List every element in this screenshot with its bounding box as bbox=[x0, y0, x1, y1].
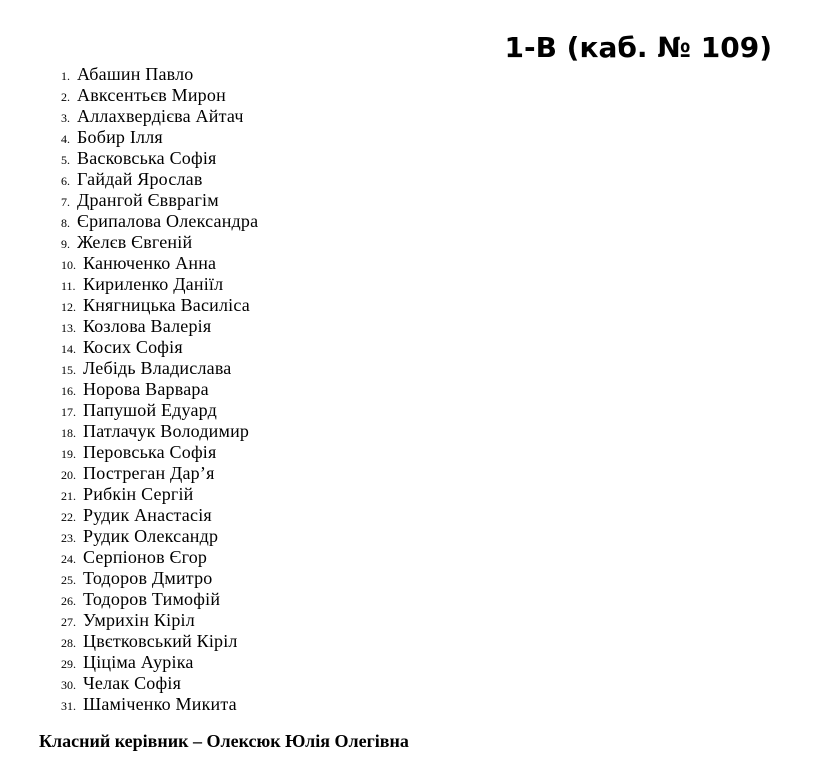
student-name: Лебідь Владислава bbox=[83, 358, 232, 378]
student-name: Постреган Дар’я bbox=[83, 463, 215, 483]
list-item bbox=[61, 400, 258, 421]
student-name: Челак Софія bbox=[83, 673, 182, 693]
item-number: 31. bbox=[61, 699, 76, 713]
student-name: Княгницька Василіса bbox=[83, 295, 250, 315]
student-name: Рудик Олександр bbox=[83, 526, 219, 546]
list-item bbox=[61, 463, 258, 484]
student-name: Норова Варвара bbox=[83, 379, 209, 399]
item-number: 9. bbox=[61, 237, 70, 251]
item-number: 26. bbox=[61, 594, 76, 608]
item-number: 4. bbox=[61, 132, 70, 146]
item-number: 23. bbox=[61, 531, 76, 545]
student-name: Перовська Софія bbox=[83, 442, 217, 462]
list-item bbox=[61, 64, 258, 85]
item-number: 17. bbox=[61, 405, 76, 419]
item-number: 24. bbox=[61, 552, 76, 566]
item-number: 7. bbox=[61, 195, 70, 209]
item-number: 20. bbox=[61, 468, 76, 482]
list-item bbox=[61, 232, 258, 253]
item-number: 1. bbox=[61, 69, 70, 83]
student-name: Рудик Анастасія bbox=[83, 505, 212, 525]
student-name: Ціціма Ауріка bbox=[83, 652, 194, 672]
page-title: 1-В (каб. № 109) bbox=[504, 31, 772, 64]
list-item bbox=[61, 127, 258, 148]
list-item bbox=[61, 85, 258, 106]
item-number: 6. bbox=[61, 174, 70, 188]
list-item bbox=[61, 421, 258, 442]
list-item bbox=[61, 652, 258, 673]
item-number: 18. bbox=[61, 426, 76, 440]
item-number: 3. bbox=[61, 111, 70, 125]
list-item bbox=[61, 631, 258, 652]
list-item bbox=[61, 589, 258, 610]
list-item bbox=[61, 547, 258, 568]
student-name: Шаміченко Микита bbox=[83, 694, 237, 714]
item-number: 29. bbox=[61, 657, 76, 671]
list-item bbox=[61, 106, 258, 127]
item-number: 2. bbox=[61, 90, 70, 104]
item-number: 30. bbox=[61, 678, 76, 692]
student-name: Тодоров Тимофій bbox=[83, 589, 221, 609]
item-number: 22. bbox=[61, 510, 76, 524]
student-name: Єрипалова Олександра bbox=[77, 211, 259, 231]
student-name: Серпіонов Єгор bbox=[83, 547, 208, 567]
list-item bbox=[61, 316, 258, 337]
student-name: Рибкін Сергій bbox=[83, 484, 194, 504]
student-name: Желєв Євгеній bbox=[77, 232, 193, 252]
list-item bbox=[61, 694, 258, 715]
item-number: 10. bbox=[61, 258, 76, 272]
student-name: Папушой Едуард bbox=[83, 400, 218, 420]
item-number: 14. bbox=[61, 342, 76, 356]
list-item bbox=[61, 211, 258, 232]
list-item bbox=[61, 568, 258, 589]
list-item bbox=[61, 148, 258, 169]
student-name: Козлова Валерія bbox=[83, 316, 212, 336]
list-item bbox=[61, 358, 258, 379]
list-item bbox=[61, 526, 258, 547]
item-number: 11. bbox=[61, 279, 76, 293]
item-number: 16. bbox=[61, 384, 76, 398]
student-name: Патлачук Володимир bbox=[83, 421, 250, 441]
list-item bbox=[61, 253, 258, 274]
student-name: Авксентьєв Мирон bbox=[77, 85, 226, 105]
student-name: Косих Софія bbox=[83, 337, 183, 357]
list-item bbox=[61, 337, 258, 358]
item-number: 27. bbox=[61, 615, 76, 629]
item-number: 28. bbox=[61, 636, 76, 650]
list-item bbox=[61, 379, 258, 400]
student-name: Кириленко Даніїл bbox=[83, 274, 224, 294]
student-name: Тодоров Дмитро bbox=[83, 568, 213, 588]
item-number: 12. bbox=[61, 300, 76, 314]
list-item bbox=[61, 169, 258, 190]
student-name: Канюченко Анна bbox=[83, 253, 217, 273]
item-number: 5. bbox=[61, 153, 70, 167]
item-number: 13. bbox=[61, 321, 76, 335]
student-name: Абашин Павло bbox=[77, 64, 194, 84]
list-item bbox=[61, 274, 258, 295]
item-number: 8. bbox=[61, 216, 70, 230]
student-name: Умрихін Кіріл bbox=[83, 610, 195, 630]
list-item bbox=[61, 295, 258, 316]
list-item bbox=[61, 505, 258, 526]
list-item bbox=[61, 190, 258, 211]
list-item bbox=[61, 673, 258, 694]
student-name: Бобир Ілля bbox=[77, 127, 163, 147]
student-name: Аллахвердієва Айтач bbox=[77, 106, 244, 126]
item-number: 21. bbox=[61, 489, 76, 503]
class-teacher-line: Класний керівник – Олексюк Юлія Олегівна bbox=[39, 731, 409, 751]
student-name: Васковська Софія bbox=[77, 148, 217, 168]
student-list bbox=[61, 64, 258, 715]
item-number: 15. bbox=[61, 363, 76, 377]
item-number: 25. bbox=[61, 573, 76, 587]
student-name: Дрангой Євврагім bbox=[77, 190, 219, 210]
list-item bbox=[61, 442, 258, 463]
item-number: 19. bbox=[61, 447, 76, 461]
student-name: Гайдай Ярослав bbox=[77, 169, 203, 189]
list-item bbox=[61, 610, 258, 631]
list-item bbox=[61, 484, 258, 505]
student-name: Цвєтковський Кіріл bbox=[83, 631, 238, 651]
